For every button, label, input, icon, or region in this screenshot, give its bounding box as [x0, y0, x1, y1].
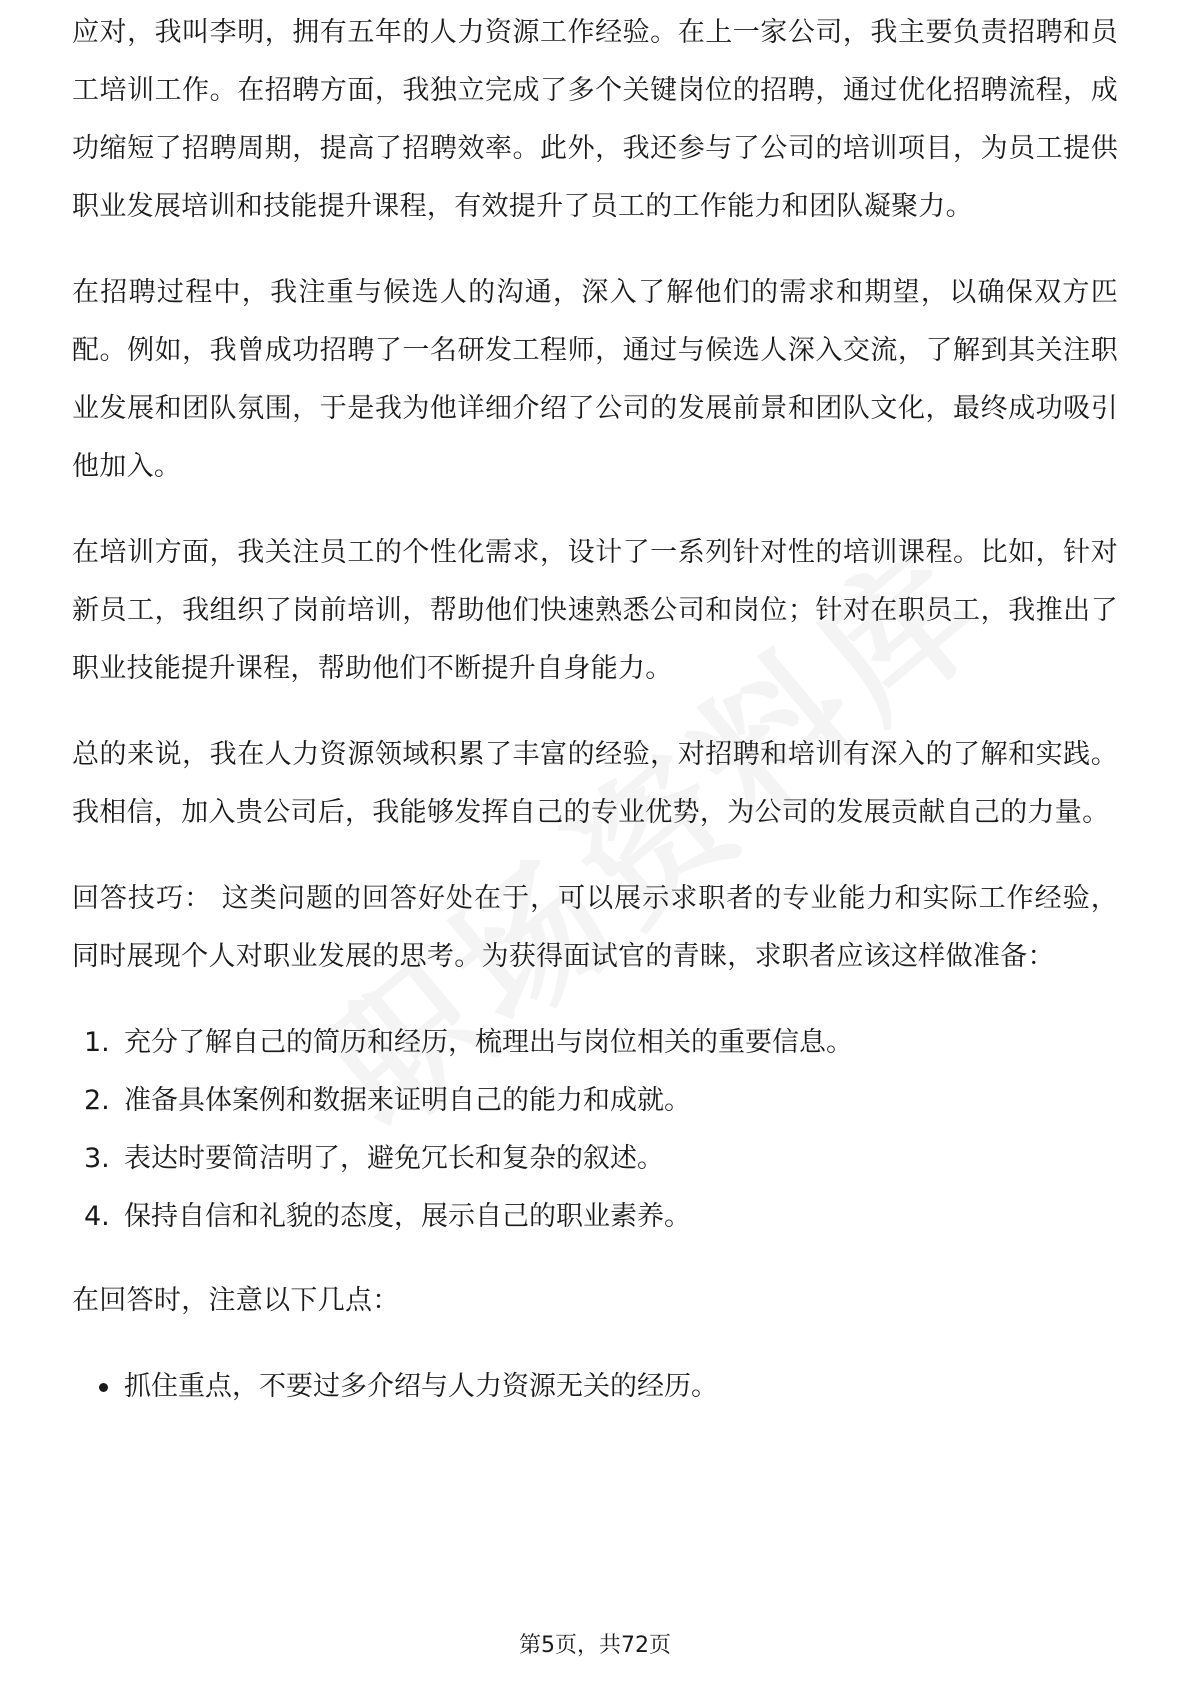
list-item-text: 保持自信和礼貌的态度，展示自己的职业素养。: [124, 1201, 691, 1232]
bullet-icon: [99, 1383, 108, 1392]
list-item: [72, 1358, 1118, 1416]
paragraph-training: 在培训方面，我关注员工的个性化需求，设计了一系列针对性的培训课程。比如，针对新员工，我组织了岗前培训，帮助他们快速熟悉公司和岗位；针对在职员工，我推出了职业技能提升课程，帮助他们不断提升自身能力。: [72, 537, 1118, 684]
list-item-text: 抓住重点，不要过多介绍与人力资源无关的经历。: [124, 1371, 718, 1402]
page-content: [72, 17, 1118, 1416]
list-item-number: 1.: [84, 1027, 110, 1058]
list-item: [72, 1014, 1118, 1072]
paragraph-notes-intro: 在回答时，注意以下几点：: [72, 1285, 400, 1316]
paragraph-recruiting: 在招聘过程中，我注重与候选人的沟通，深入了解他们的需求和期望，以确保双方匹配。例如，我曾成功招聘了一名研发工程师，通过与候选人深入交流，了解到其关注职业发展和团队氛围，于是我为他详细介绍了公司的发展前景和团队文化，最终成功吸引他加入。: [72, 277, 1118, 482]
notes-list: [72, 1358, 1118, 1416]
page-number: 第5页，共72页: [519, 1633, 671, 1658]
paragraph-summary: 总的来说，我在人力资源领域积累了丰富的经验，对招聘和培训有深入的了解和实践。我相信，加入贵公司后，我能够发挥自己的专业优势，为公司的发展贡献自己的力量。: [72, 739, 1118, 828]
list-item: [72, 1130, 1118, 1188]
list-item-number: 2.: [84, 1085, 110, 1116]
list-item: [72, 1188, 1118, 1246]
list-item-text: 充分了解自己的简历和经历，梳理出与岗位相关的重要信息。: [124, 1027, 853, 1058]
paragraph-intro: 应对，我叫李明，拥有五年的人力资源工作经验。在上一家公司，我主要负责招聘和员工培训工作。在招聘方面，我独立完成了多个关键岗位的招聘，通过优化招聘流程，成功缩短了招聘周期，提高了招聘效率。此外，我还参与了公司的培训项目，为员工提供职业发展培训和技能提升课程，有效提升了员工的工作能力和团队凝聚力。: [72, 17, 1118, 222]
list-item-number: 4.: [84, 1201, 110, 1232]
list-item-text: 准备具体案例和数据来证明自己的能力和成就。: [124, 1085, 691, 1116]
list-item-text: 表达时要简洁明了，避免冗长和复杂的叙述。: [124, 1143, 664, 1174]
list-item: [72, 1072, 1118, 1130]
paragraph-answer-tips: 回答技巧： 这类问题的回答好处在于，可以展示求职者的专业能力和实际工作经验，同时展现个人对职业发展的思考。为获得面试官的青睐，求职者应该这样做准备：: [72, 883, 1118, 972]
preparation-list: [72, 1014, 1118, 1246]
list-item-number: 3.: [84, 1143, 110, 1174]
